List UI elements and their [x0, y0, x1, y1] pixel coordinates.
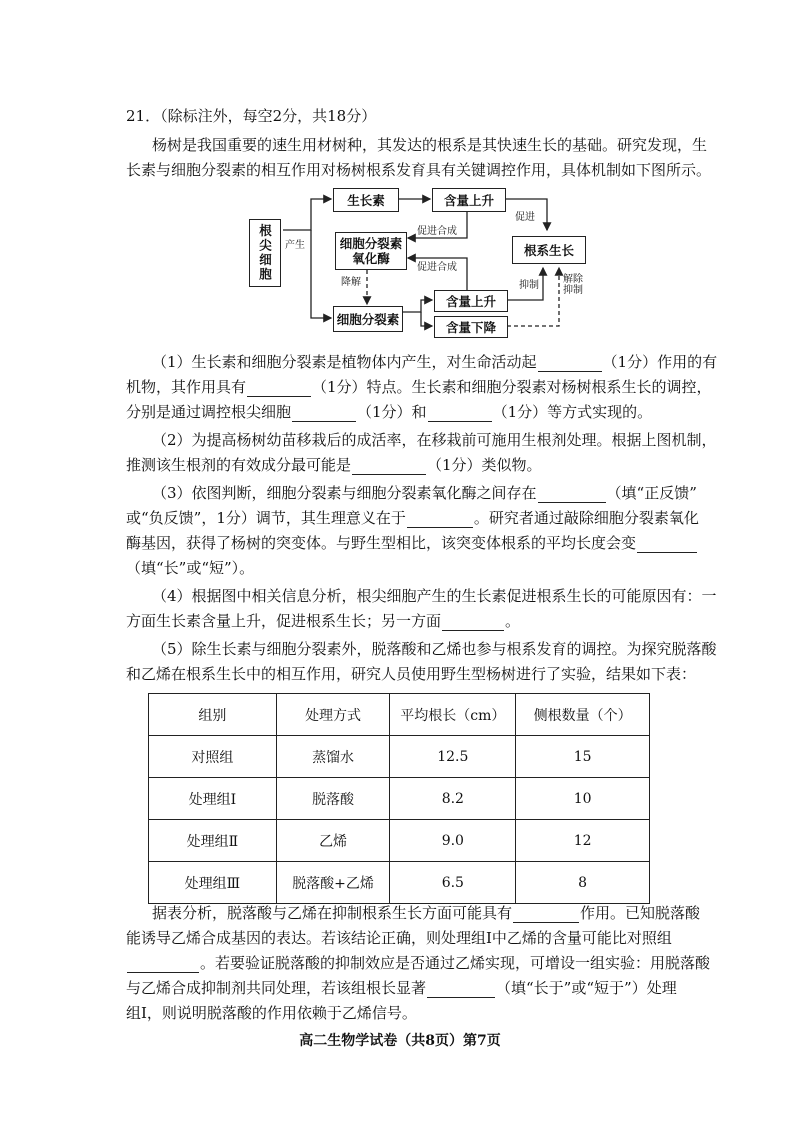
table-header: 侧根数量（个） [516, 694, 650, 736]
table-cell: 15 [516, 736, 650, 778]
p3-line-4: （填“长”或“短”）。 [126, 559, 255, 577]
p6-line-1: 据表分析，脱落酸与乙烯在抑制根系生长方面可能具有 作用。已知脱落酸 [152, 904, 701, 922]
table-header: 处理方式 [276, 694, 390, 736]
table-cell: 处理组Ⅱ [149, 820, 277, 862]
promote-synth-label-1: 促进合成 [417, 226, 457, 237]
p6-line-3: 。若要验证脱落酸的抑制效应是否通过乙烯实现，可增设一组实验：用脱落酸 [126, 953, 710, 973]
release-inhibit-label: 解除抑制 [563, 274, 583, 296]
answer-blank[interactable] [407, 511, 473, 528]
root-tip-cell-box: 根尖细胞 [249, 219, 281, 287]
oxidase-line-2: 氧化酶 [352, 251, 390, 266]
auxin-rise-box: 含量上升 [432, 188, 506, 212]
table-header-row [149, 694, 650, 736]
table-cell: 乙烯 [276, 820, 390, 862]
p4-line-2: 方面生长素含量上升，促进根系生长；另一方面 。 [126, 612, 521, 630]
p6-line-2: 能诱导乙烯合成基因的表达。若该结论正确，则处理组Ⅰ中乙烯的含量可能比对照组 [126, 929, 672, 947]
p4-line-1: （4）根据图中相关信息分析，根尖细胞产生的生长素促进根系生长的可能原因有：一 [152, 587, 717, 605]
p3-line-2: 或“负反馈”，1分）调节，其生理意义在于 。研究者通过敲除细胞分裂素氧化 [126, 509, 699, 527]
promote-synth-label-2: 促进合成 [417, 262, 457, 273]
table-cell: 脱落酸+乙烯 [276, 862, 390, 904]
table-row [149, 820, 650, 862]
p2-line-2: 推测该生根剂的有效成分最可能是 （1分）类似物。 [126, 456, 542, 474]
auxin-box: 生长素 [333, 188, 399, 212]
p3-line-1: （3）依图判断，细胞分裂素与细胞分裂素氧化酶之间存在 （填“正反馈” [152, 484, 697, 502]
table-cell: 对照组 [149, 736, 277, 778]
cytokinin-fall-box: 含量下降 [434, 316, 508, 338]
table-header: 平均根长（cm） [390, 694, 516, 736]
cytokinin-oxidase-box [335, 232, 407, 270]
answer-blank[interactable] [292, 405, 356, 422]
answer-blank[interactable] [127, 956, 199, 973]
p5-line-1: （5）除生长素与细胞分裂素外，脱落酸和乙烯也参与根系发育的调控。为探究脱落酸 [152, 640, 717, 658]
p1-line-3: 分别是通过调控根尖细胞 （1分）和 （1分）等方式实现的。 [126, 403, 653, 421]
produce-label: 产生 [285, 240, 305, 251]
intro-line-2: 长素与细胞分裂素的相互作用对杨树根系发育具有关键调控作用，具体机制如下图所示。 [126, 161, 712, 179]
table-cell: 8.2 [390, 778, 516, 820]
table-header: 组别 [149, 694, 277, 736]
oxidase-line-1: 细胞分裂素 [339, 236, 403, 251]
p1-line-2: 机物，其作用具有 （1分）特点。生长素和细胞分裂素对杨树根系生长的调控， [126, 378, 712, 396]
inhibit-label: 抑制 [519, 280, 539, 291]
table-cell: 9.0 [390, 820, 516, 862]
p2-line-1: （2）为提高杨树幼苗移栽后的成活率，在移栽前可施用生根剂处理。根据上图机制， [152, 431, 717, 449]
answer-blank[interactable] [513, 906, 579, 923]
table-cell: 6.5 [390, 862, 516, 904]
promote-label: 促进 [515, 212, 535, 223]
table-cell: 处理组Ⅲ [149, 862, 277, 904]
answer-blank[interactable] [352, 458, 426, 475]
answer-blank[interactable] [428, 405, 492, 422]
table-cell: 12.5 [390, 736, 516, 778]
results-table [148, 693, 650, 904]
cytokinin-box: 细胞分裂素 [333, 306, 403, 332]
p5-line-2: 和乙烯在根系生长中的相互作用，研究人员使用野生型杨树进行了实验，结果如下表： [126, 665, 697, 683]
cytokinin-rise-box: 含量上升 [434, 290, 508, 312]
degrade-label: 降解 [341, 277, 361, 288]
table-cell: 脱落酸 [276, 778, 390, 820]
table-row [149, 736, 650, 778]
question-header: 21．（除标注外，每空2分，共18分） [126, 107, 377, 125]
mechanism-diagram [245, 182, 605, 340]
page-footer: 高二生物学试卷（共8页）第7页 [299, 1033, 501, 1049]
answer-blank[interactable] [442, 614, 504, 631]
answer-blank[interactable] [427, 981, 495, 998]
answer-blank[interactable] [247, 380, 311, 397]
p6-line-5: 组Ⅰ，则说明脱落酸的作用依赖于乙烯信号。 [126, 1004, 417, 1022]
root-growth-box: 根系生长 [512, 236, 586, 264]
table-row [149, 862, 650, 904]
p6-line-4: 与乙烯合成抑制剂共同处理，若该组根长显著 （填“长于”或“短于”）处理 [126, 979, 677, 997]
intro-line-1: 杨树是我国重要的速生用材树种，其发达的根系是其快速生长的基础。研究发现，生 [152, 136, 708, 154]
answer-blank[interactable] [637, 536, 697, 553]
table-cell: 10 [516, 778, 650, 820]
table-row [149, 778, 650, 820]
answer-blank[interactable] [538, 355, 602, 372]
table-cell: 蒸馏水 [276, 736, 390, 778]
p3-line-3: 酶基因，获得了杨树的突变体。与野生型相比，该突变体根系的平均长度会变 [126, 533, 698, 553]
answer-blank[interactable] [538, 486, 606, 503]
table-cell: 8 [516, 862, 650, 904]
table-cell: 12 [516, 820, 650, 862]
table-cell: 处理组Ⅰ [149, 778, 277, 820]
p1-line-1: （1）生长素和细胞分裂素是植物体内产生，对生命活动起 （1分）作用的有 [152, 353, 718, 371]
